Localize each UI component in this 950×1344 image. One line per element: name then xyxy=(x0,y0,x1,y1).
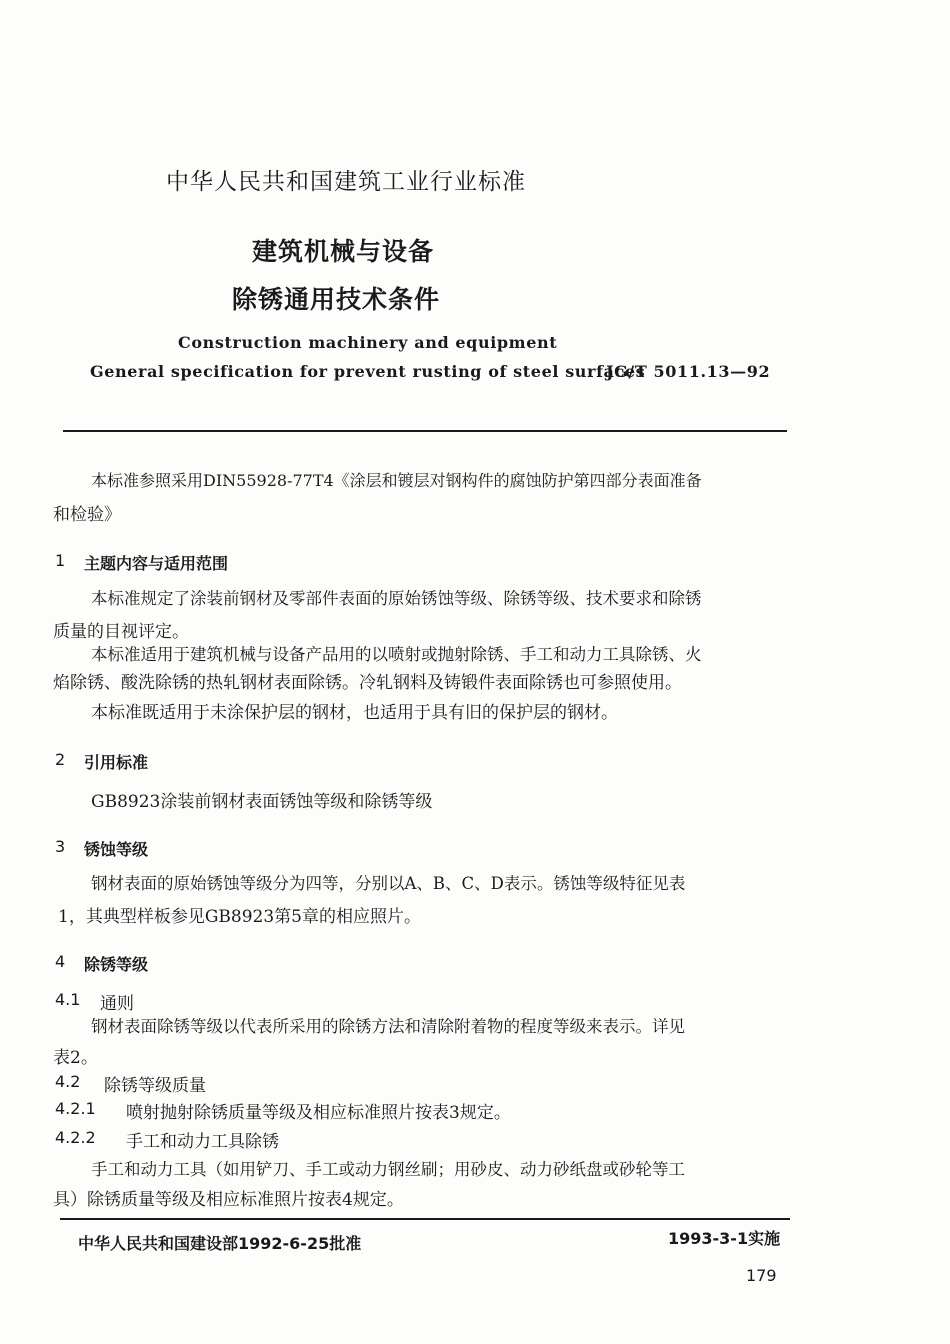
standard-code: JG/T 5011.13—92 xyxy=(606,362,771,381)
section-3-title: 锈蚀等级 xyxy=(84,840,149,859)
section-4-1-title: 通则 xyxy=(100,994,134,1014)
section-4-1-number: 4.1 xyxy=(55,990,81,1009)
english-title-line1: Construction machinery and equipment xyxy=(178,333,558,352)
header-divider xyxy=(63,430,787,432)
section-4-1-paragraph-line1: 钢材表面除锈等级以代表所采用的除锈方法和清除附着物的程度等级来表示。详见 xyxy=(91,1017,685,1036)
document-title-line2: 除锈通用技术条件 xyxy=(232,285,441,314)
english-title-line2: General specification for prevent rusting of steel surfaces xyxy=(90,362,646,381)
section-4-2-number: 4.2 xyxy=(55,1072,81,1091)
section-2-title: 引用标准 xyxy=(84,753,149,772)
effective-date: 1993-3-1实施 xyxy=(668,1229,781,1248)
section-1-paragraph-1-line2: 质量的目视评定。 xyxy=(53,622,189,642)
section-4-1-paragraph-line2: 表2。 xyxy=(53,1048,98,1068)
section-4-2-2-number: 4.2.2 xyxy=(55,1128,96,1147)
section-1-paragraph-3: 本标准既适用于未涂保护层的钢材，也适用于具有旧的保护层的钢材。 xyxy=(91,703,618,723)
section-1-paragraph-2-line2: 焰除锈、酸洗除锈的热轧钢材表面除锈。冷轧钢料及铸锻件表面除锈也可参照使用。 xyxy=(53,673,682,693)
section-4-number: 4 xyxy=(55,952,66,971)
approval-statement: 中华人民共和国建设部1992-6-25批准 xyxy=(78,1234,362,1253)
intro-line2: 和检验》 xyxy=(53,505,121,525)
document-title-line1: 建筑机械与设备 xyxy=(252,237,435,266)
section-4-2-1-text: 喷射抛射除锈质量等级及相应标准照片按表3规定。 xyxy=(126,1103,511,1123)
section-1-number: 1 xyxy=(55,551,66,570)
issuer-title: 中华人民共和国建筑工业行业标准 xyxy=(166,169,526,195)
section-1-title: 主题内容与适用范围 xyxy=(84,554,229,573)
section-1-paragraph-1-line1: 本标准规定了涂装前钢材及零部件表面的原始锈蚀等级、除锈等级、技术要求和除锈 xyxy=(91,589,702,608)
page-number: 179 xyxy=(746,1266,777,1285)
section-4-2-2-title: 手工和动力工具除锈 xyxy=(126,1132,279,1152)
section-4-2-2-paragraph-line2: 具）除锈质量等级及相应标准照片按表4规定。 xyxy=(53,1190,404,1210)
section-4-title: 除锈等级 xyxy=(84,955,149,974)
section-3-number: 3 xyxy=(55,837,66,856)
section-2-paragraph: GB8923涂装前钢材表面锈蚀等级和除锈等级 xyxy=(91,792,433,812)
section-1-paragraph-2-line1: 本标准适用于建筑机械与设备产品用的以喷射或抛射除锈、手工和动力工具除锈、火 xyxy=(91,645,702,664)
section-4-2-title: 除锈等级质量 xyxy=(104,1076,206,1096)
section-4-2-2-paragraph-line1: 手工和动力工具（如用铲刀、手工或动力钢丝刷；用砂皮、动力砂纸盘或砂轮等工 xyxy=(91,1160,685,1179)
intro-line1: 本标准参照采用DIN55928-77T4《涂层和镀层对钢构件的腐蚀防护第四部分表面准备 xyxy=(91,471,702,490)
footer-divider xyxy=(60,1218,790,1220)
section-3-paragraph-line2: 1，其典型样板参见GB8923第5章的相应照片。 xyxy=(58,907,421,927)
section-4-2-1-number: 4.2.1 xyxy=(55,1099,96,1118)
section-3-paragraph-line1: 钢材表面的原始锈蚀等级分为四等，分别以A、B、C、D表示。锈蚀等级特征见表 xyxy=(91,874,686,893)
section-2-number: 2 xyxy=(55,750,66,769)
